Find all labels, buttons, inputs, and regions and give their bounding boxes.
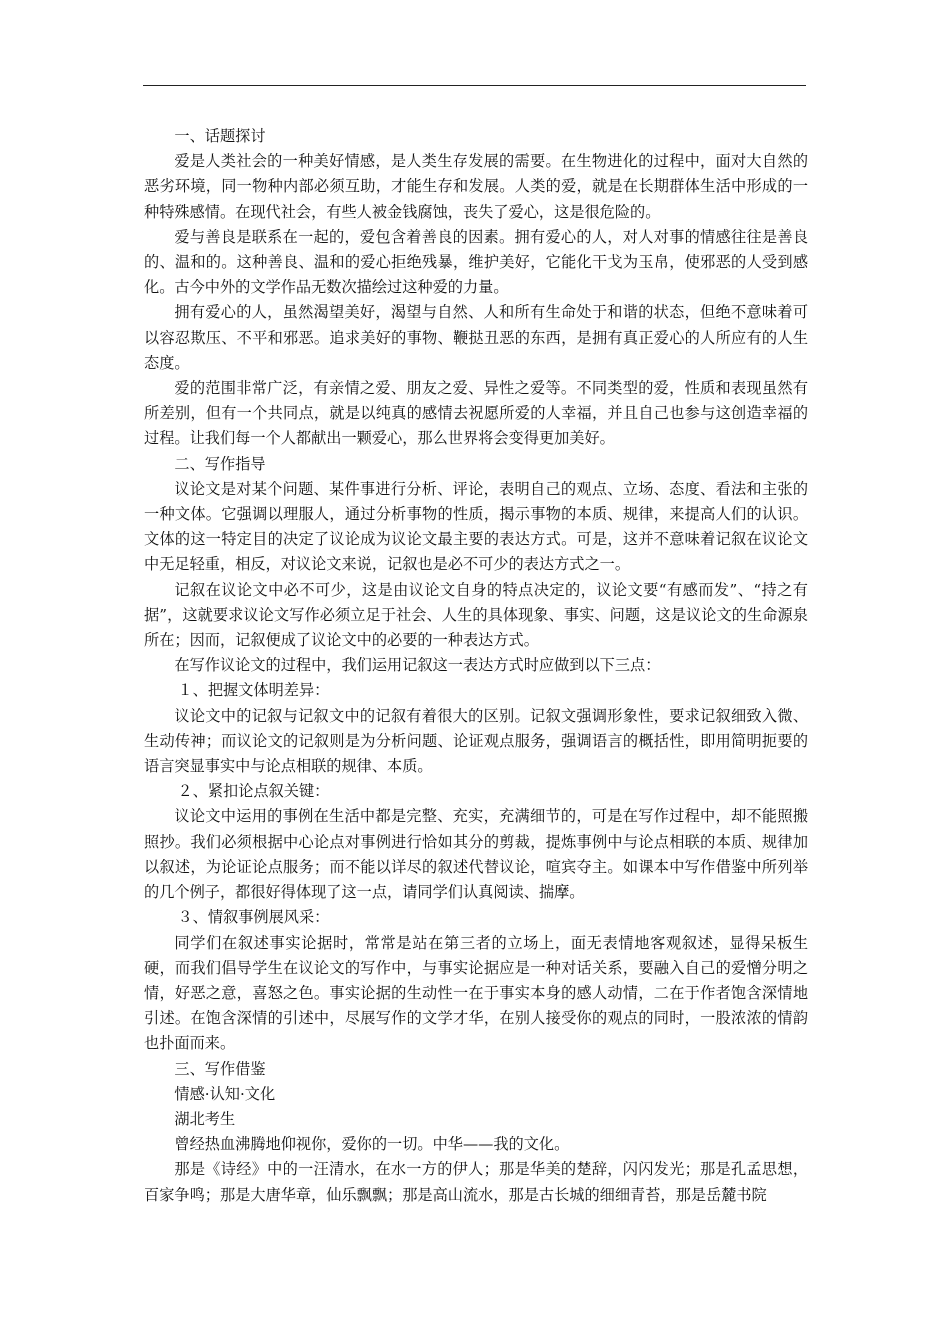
paragraph: 爱的范围非常广泛，有亲情之爱、朋友之爱、异性之爱等。不同类型的爱，性质和表现虽然有所差别，但有一个共同点，就是以纯真的感情去祝愿所爱的人幸福，并且自己也参与这创造幸福的过程。让我们每一个人都献出一颗爱心，那么世界将会变得更加美好。: [144, 379, 808, 448]
paragraph: 议论文中运用的事例在生活中都是完整、充实，充满细节的，可是在写作过程中，却不能照搬照抄。我们必须根据中心论点对事例进行恰如其分的剪裁，提炼事例中与论点相联的本质、规律加以叙述，为论证论点服务；而不能以详尽的叙述代替议论，喧宾夺主。如课本中写作借鉴中所列举的几个例子，都很好得体现了这一点，请同学们认真阅读、揣摩。: [144, 807, 808, 902]
section-heading-examples: 三、写作借鉴: [174, 1059, 266, 1078]
paragraph: 同学们在叙述事实论据时，常常是站在第三者的立场上，面无表情地客观叙述，显得呆板生硬，而我们倡导学生在议论文的写作中，与事实论据应是一种对话关系，要融入自己的爱憎分明之情，好恶之意，喜怒之色。事实论据的生动性一在于事实本身的感人动情，二在于作者饱含深情地引述。在饱含深情的引述中，尽展写作的文学才华，在别人接受你的观点的同时，一股浓浓的情韵也扑面而来。: [144, 933, 808, 1053]
section-heading-guidance: 二、写作指导: [174, 454, 266, 473]
paragraph: 拥有爱心的人，虽然渴望美好，渴望与自然、人和所有生命处于和谐的状态，但绝不意味着可以容忍欺压、不平和邪恶。追求美好的事物、鞭挞丑恶的东西，是拥有真正爱心的人所应有的人生态度。: [144, 303, 808, 372]
subheading-1: １、把握文体明差异：: [177, 681, 330, 700]
essay-author: 湖北考生: [174, 1109, 236, 1128]
paragraph: 在写作议论文的过程中，我们运用记叙这一表达方式时应做到以下三点：: [174, 656, 661, 675]
paragraph: 那是《诗经》中的一汪清水，在水一方的伊人；那是华美的楚辞，闪闪发光；那是孔孟思想，百家争鸣；那是大唐华章，仙乐飘飘；那是高山流水，那是古长城的细细青苔，那是岳麓书院: [144, 1160, 808, 1204]
subheading-3: ３、情叙事例展风采：: [177, 908, 330, 927]
paragraph: 记叙在议论文中必不可少，这是由议论文自身的特点决定的，议论文要“有感而发”、“持之有据”，这就要求议论文写作必须立足于社会、人生的具体现象、事实、问题，这是议论文的生命源泉所在；因而，记叙便成了议论文中的必要的一种表达方式。: [144, 580, 808, 650]
document-body: [144, 124, 808, 1208]
paragraph: 议论文是对某个问题、某件事进行分析、评论，表明自己的观点、立场、态度、看法和主张的一种文体。它强调以理服人，通过分析事物的性质，揭示事物的本质、规律，来提高人们的认识。文体的这一特定目的决定了议论成为议论文最主要的表达方式。可是，这并不意味着记叙在议论文中无足轻重，相反，对议论文来说，记叙也是必不可少的表达方式之一。: [144, 479, 808, 574]
paragraph: 爱是人类社会的一种美好情感，是人类生存发展的需要。在生物进化的过程中，面对大自然的恶劣环境，同一物种内部必须互助，才能生存和发展。人类的爱，就是在长期群体生活中形成的一种特殊感情。在现代社会，有些人被金钱腐蚀，丧失了爱心，这是很危险的。: [144, 152, 808, 221]
essay-title: 情感·认知·文化: [174, 1084, 276, 1103]
paragraph: 爱与善良是联系在一起的，爱包含着善良的因素。拥有爱心的人，对人对事的情感往往是善良的、温和的。这种善良、温和的爱心拒绝残暴，维护美好，它能化干戈为玉帛，使邪恶的人受到感化。古今中外的文学作品无数次描绘过这种爱的力量。: [144, 227, 808, 297]
paragraph: 曾经热血沸腾地仰视你，爱你的一切。中华——我的文化。: [174, 1135, 570, 1154]
subheading-2: ２、紧扣论点叙关键：: [177, 782, 330, 801]
paragraph: 议论文中的记叙与记叙文中的记叙有着很大的区别。记叙文强调形象性，要求记叙细致入微、生动传神；而议论文的记叙则是为分析问题、论证观点服务，强调语言的概括性，即用简明扼要的语言突显事实中与论点相联的规律、本质。: [144, 706, 808, 776]
section-heading-topic: 一、话题探讨: [174, 127, 266, 145]
header-rule: [143, 85, 806, 86]
